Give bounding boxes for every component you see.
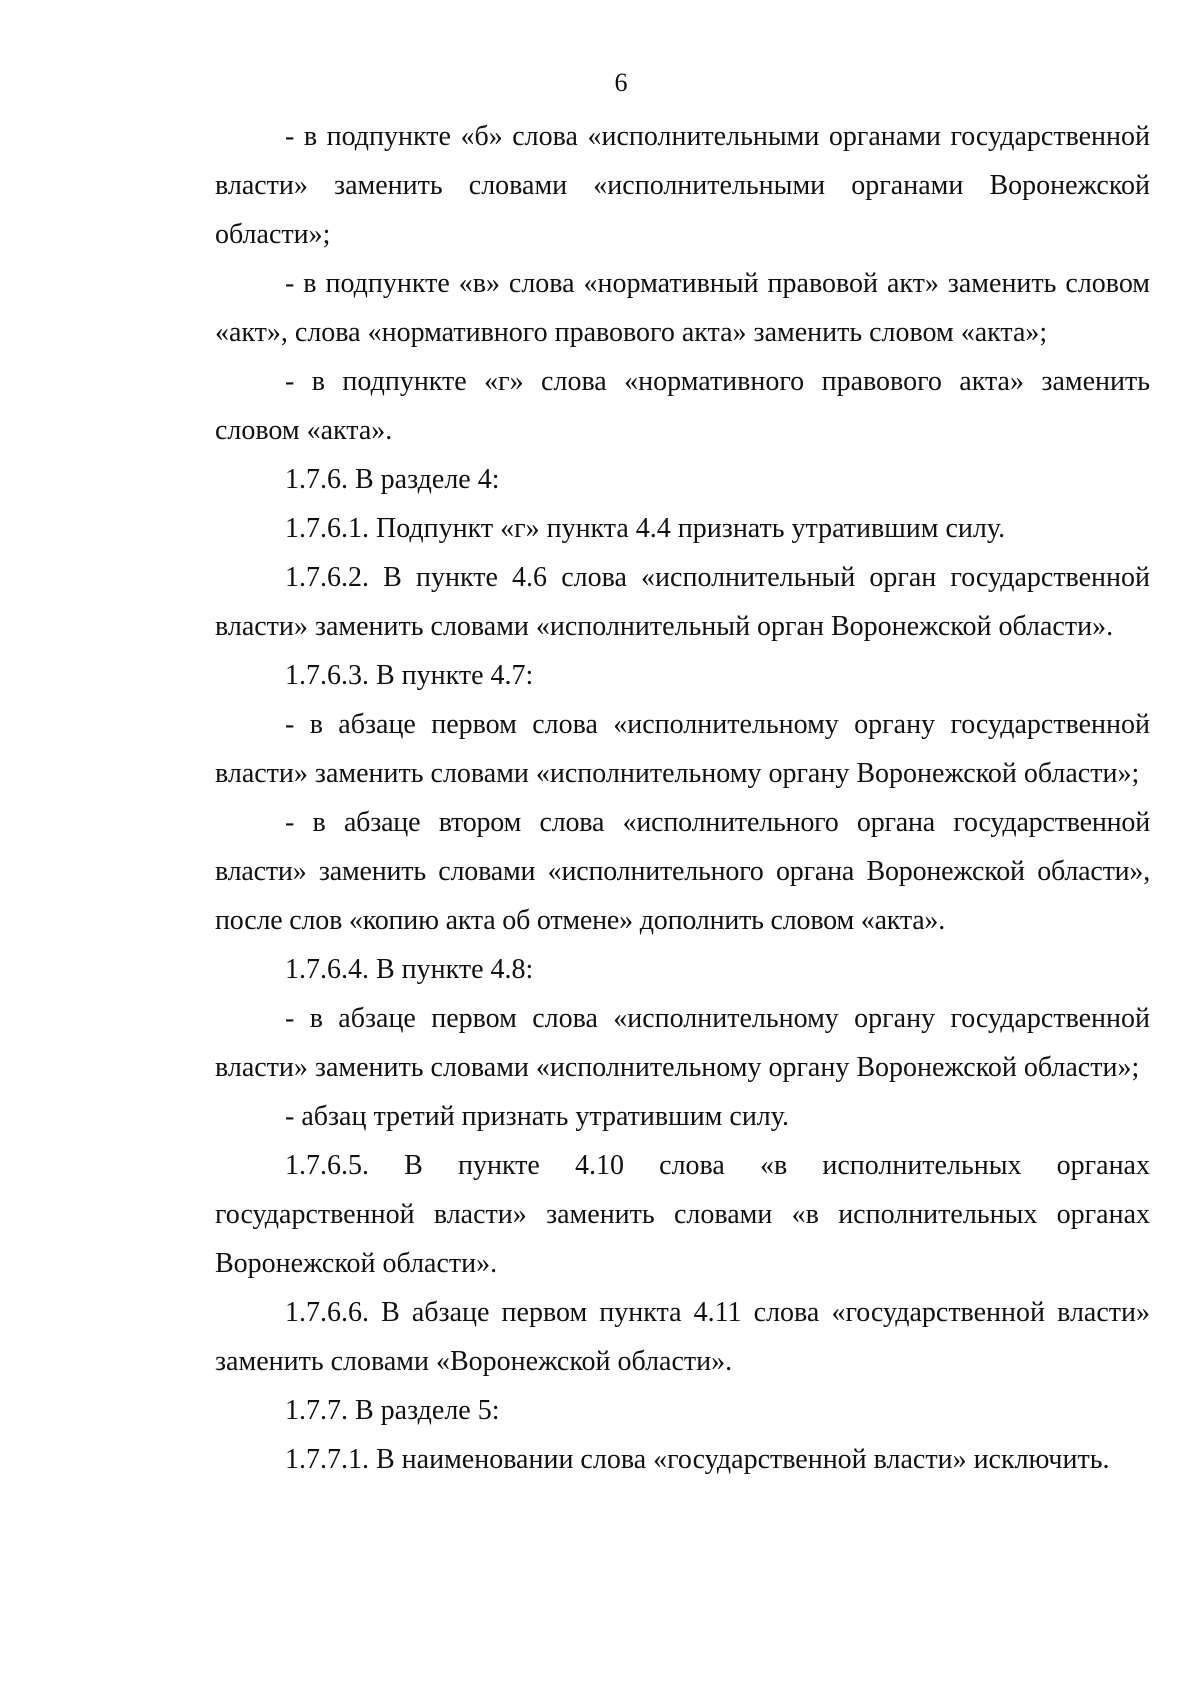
section-heading: 1.7.6.3. В пункте 4.7:	[285, 660, 534, 691]
paragraph: 1.7.6.5. В пункте 4.10 слова «в исполнительных органах государственной власти» заменить словами «в исполнительных органах Воронежской области».	[215, 1150, 1150, 1279]
paragraph: 1.7.7.1. В наименовании слова «государственной власти» исключить.	[285, 1444, 1110, 1475]
section-heading: 1.7.6.4. В пункте 4.8:	[285, 954, 534, 985]
paragraph: - в абзаце первом слова «исполнительному органу государственной власти» заменить словами «исполнительному органу Воронежской области»;	[215, 709, 1150, 789]
paragraph: 1.7.6.6. В абзаце первом пункта 4.11 слова «государственной власти» заменить словами «Воронежской области».	[215, 1297, 1150, 1377]
paragraph: - в подпункте «в» слова «нормативный правовой акт» заменить словом «акт», слова «нормативного правового акта» заменить словом «акта»;	[215, 268, 1150, 348]
section-heading: 1.7.7. В разделе 5:	[285, 1395, 500, 1426]
paragraph: - в абзаце первом слова «исполнительному органу государственной власти» заменить словами «исполнительному органу Воронежской области»;	[215, 1003, 1150, 1083]
section-heading: 1.7.6. В разделе 4:	[285, 464, 500, 495]
page-number: 6	[614, 68, 628, 97]
paragraph: - в подпункте «б» слова «исполнительными органами государственной власти» заменить словами «исполнительными органами Воронежской области»;	[215, 121, 1150, 250]
paragraph: - в абзаце втором слова «исполнительного органа государственной власти» заменить словами «исполнительного органа Воронежской области», после слов «копию акта об отмене» дополнить словом «акта».	[215, 807, 1150, 936]
paragraph: - абзац третий признать утратившим силу.	[285, 1101, 789, 1132]
paragraph: 1.7.6.2. В пункте 4.6 слова «исполнительный орган государственной власти» заменить словами «исполнительный орган Воронежской области».	[215, 562, 1150, 642]
paragraph: - в подпункте «г» слова «нормативного правового акта» заменить словом «акта».	[215, 366, 1150, 446]
document-body	[215, 112, 1150, 1484]
paragraph: 1.7.6.1. Подпункт «г» пункта 4.4 признать утратившим силу.	[285, 513, 1006, 544]
